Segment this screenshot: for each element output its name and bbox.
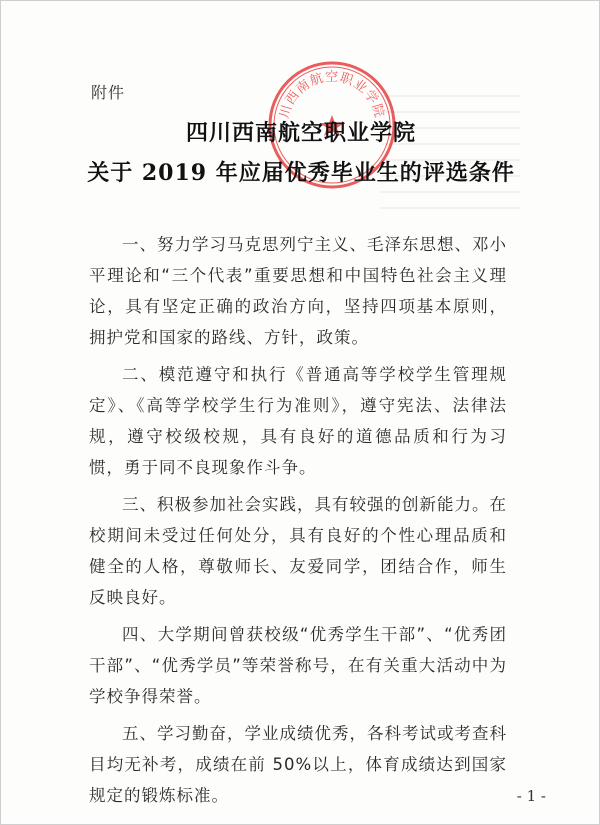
criterion-paragraph: 一、努力学习马克思列宁主义、毛泽东思想、邓小平理论和“三个代表”重要思想和中国特色社会主义理论，具有坚定正确的政治方向，坚持四项基本原则，拥护党和国家的路线、方针，政策。 xyxy=(89,235,507,347)
criterion-paragraph: 三、积极参加社会实践，具有较强的创新能力。在校期间未受过任何处分，具有良好的个性心理品质和健全的人格，尊敬师长、友爱同学，团结合作，师生反映良好。 xyxy=(89,495,507,607)
page-number: - 1 - xyxy=(516,787,546,805)
document-subtitle: 关于 2019 年应届优秀毕业生的评选条件 xyxy=(87,160,515,186)
attachment-label: 附件 xyxy=(91,83,126,102)
criterion-paragraph: 四、大学期间曾获校级“优秀学生干部”、“优秀团干部”、“优秀学员”等荣誉称号，在有关重大活动中为学校争得荣誉。 xyxy=(89,625,507,706)
document-title: 四川西南航空职业学院 xyxy=(185,120,416,146)
criterion-paragraph: 二、模范遵守和执行《普通高等学校学生管理规定》、《高等学校学生行为准则》，遵守宪法、法律法规，遵守校级校规，具有良好的道德品质和行为习惯，勇于同不良现象作斗争。 xyxy=(89,365,507,477)
seal-text: 川西南航空职业学院 xyxy=(277,70,387,121)
bleed-through-text xyxy=(381,89,521,209)
criterion-paragraph: 五、学习勤奋，学业成绩优秀，各科考试或考查科目均无补考，成绩在前 50%以上，体育成绩达到国家规定的锻炼标准。 xyxy=(89,724,507,805)
document-body xyxy=(89,229,507,817)
